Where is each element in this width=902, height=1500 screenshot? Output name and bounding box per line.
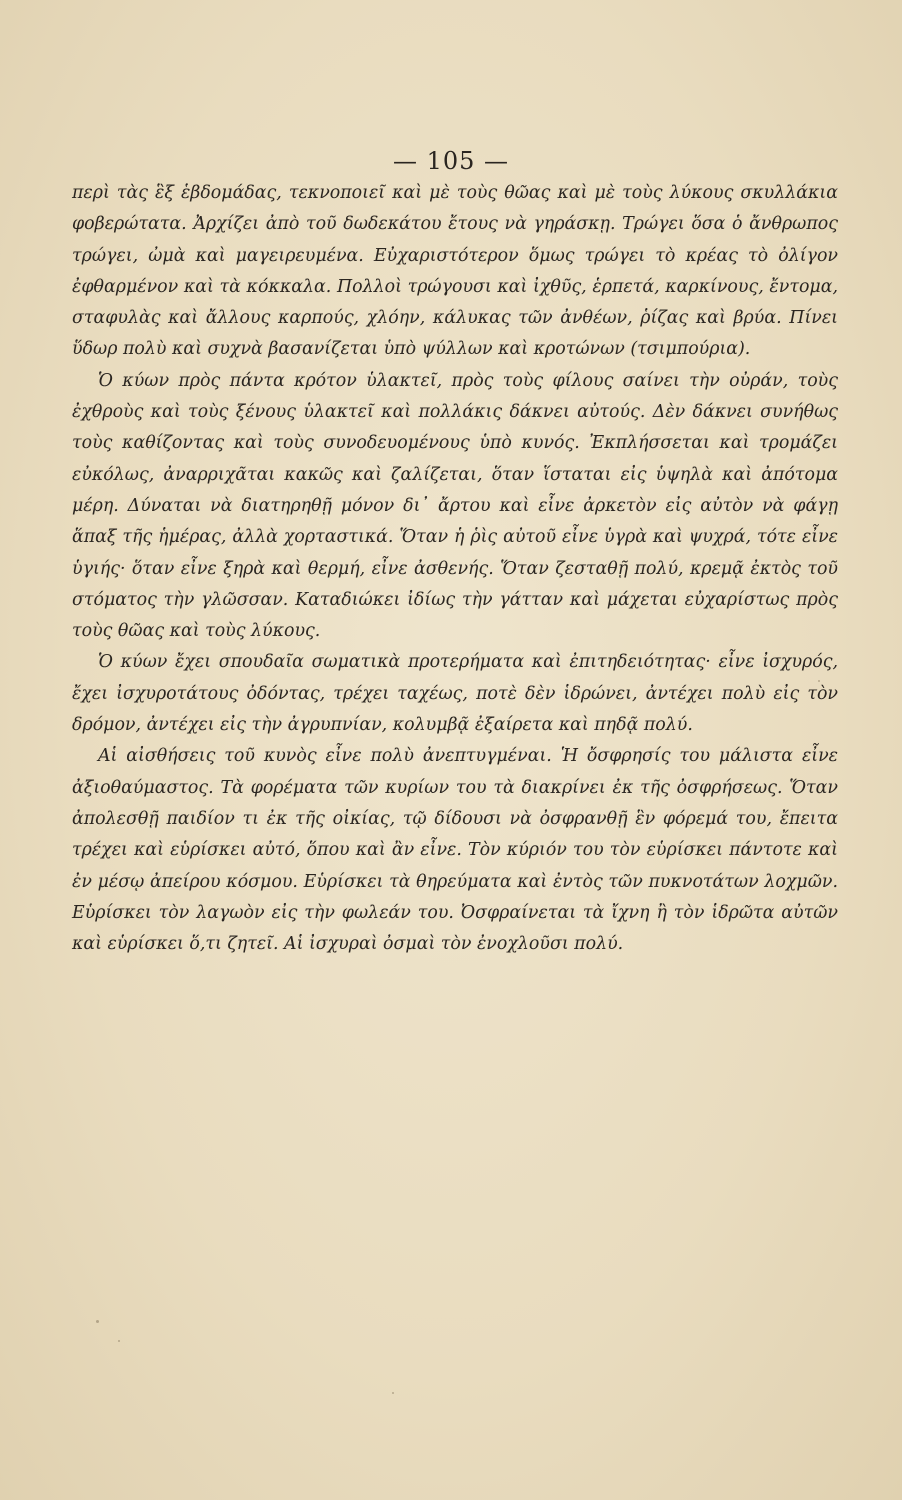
paper-speck (392, 1392, 394, 1394)
paragraph-2: Ὁ κύων πρὸς πάντα κρότον ὑλακτεῖ, πρὸς τοὺς φίλους σαίνει τὴν οὐράν, τοὺς ἐχθροὺς καὶ τοὺς ξένους ὑλακτεῖ καὶ πολλάκις δάκνει αὐτούς. Δὲν δάκνει συνήθως τοὺς καθίζοντας καὶ τοὺς συνοδευομένους ὑπὸ κυνός. Ἐκπλήσσεται καὶ τρομάζει εὐκόλως, ἀναρριχᾶται κακῶς καὶ ζαλίζεται, ὅταν ἵσταται εἰς ὑψηλὰ καὶ ἀπότομα μέρη. Δύναται νὰ διατηρηθῇ μόνον δι᾽ ἄρτου καὶ εἶνε ἀρκετὸν εἰς αὐτὸν νὰ φάγῃ ἅπαξ τῆς ἡμέρας, ἀλλὰ χορταστικά. Ὅταν ἡ ῥὶς αὐτοῦ εἶνε ὑγρὰ καὶ ψυχρά, τότε εἶνε ὑγιής· ὅταν εἶνε ξηρὰ καὶ θερμή, εἶνε ἀσθενής. Ὅταν ζεσταθῇ πολύ, κρεμᾷ ἐκτὸς τοῦ στόματος τὴν γλῶσσαν. Καταδιώκει ἰδίως τὴν γάτταν καὶ μάχεται εὐχαρίστως πρὸς τοὺς θῶας καὶ τοὺς λύκους. (72, 370, 838, 642)
body-text (72, 178, 838, 960)
paper-speck (118, 1340, 120, 1342)
paragraph-4: Αἱ αἰσθήσεις τοῦ κυνὸς εἶνε πολὺ ἀνεπτυγμέναι. Ἡ ὄσφρησίς του μάλιστα εἶνε ἀξιοθαύμαστος. Τὰ φορέματα τῶν κυρίων του τὰ διακρίνει ἐκ τῆς ὀσφρήσεως. Ὅταν ἀπολεσθῇ παιδίον τι ἐκ τῆς οἰκίας, τῷ δίδουσι νὰ ὀσφρανθῇ ἓν φόρεμά του, ἔπειτα τρέχει καὶ εὑρίσκει αὐτό, ὅπου καὶ ἂν εἶνε. Τὸν κύριόν του τὸν εὑρίσκει πάντοτε καὶ ἐν μέσῳ ἀπείρου κόσμου. Εὑρίσκει τὰ θηρεύματα καὶ ἐντὸς τῶν πυκνοτάτων λοχμῶν. Εὑρίσκει τὸν λαγωὸν εἰς τὴν φωλεάν του. Ὀσφραίνεται τὰ ἴχνη ἢ τὸν ἱδρῶτα αὐτῶν καὶ εὑρίσκει ὅ,τι ζητεῖ. Αἱ ἰσχυραὶ ὀσμαὶ τὸν ἐνοχλοῦσι πολύ. (72, 746, 838, 955)
page-number: — 105 — (392, 147, 510, 175)
paper-speck (818, 680, 820, 682)
paragraph-3: Ὁ κύων ἔχει σπουδαῖα σωματικὰ προτερήματα καὶ ἐπιτηδειότητας· εἶνε ἰσχυρός, ἔχει ἰσχυροτάτους ὀδόντας, τρέχει ταχέως, ποτὲ δὲν ἱδρώνει, ἀντέχει πολὺ εἰς τὸν δρόμον, ἀντέχει εἰς τὴν ἀγρυπνίαν, κολυμβᾷ ἐξαίρετα καὶ πηδᾷ πολύ. (72, 652, 838, 736)
paper-speck (96, 1320, 99, 1323)
paragraph-1: περὶ τὰς ἓξ ἑβδομάδας, τεκνοποιεῖ καὶ μὲ τοὺς θῶας καὶ μὲ τοὺς λύκους σκυλλάκια φοβερώτατα. Ἀρχίζει ἀπὸ τοῦ δωδεκάτου ἔτους νὰ γηράσκῃ. Τρώγει ὅσα ὁ ἄνθρωπος τρώγει, ὠμὰ καὶ μαγειρευμένα. Εὐχαριστότερον ὅμως τρώγει τὸ κρέας τὸ ὀλίγον ἐφθαρμένον καὶ τὰ κόκκαλα. Πολλοὶ τρώγουσι καὶ ἰχθῦς, ἑρπετά, καρκίνους, ἔντομα, σταφυλὰς καὶ ἄλλους καρπούς, χλόην, κάλυκας τῶν ἀνθέων, ῥίζας καὶ βρύα. Πίνει ὕδωρ πολὺ καὶ συχνὰ βασανίζεται ὑπὸ ψύλλων καὶ κροτώνων (τσιμπούρια). (72, 183, 838, 360)
